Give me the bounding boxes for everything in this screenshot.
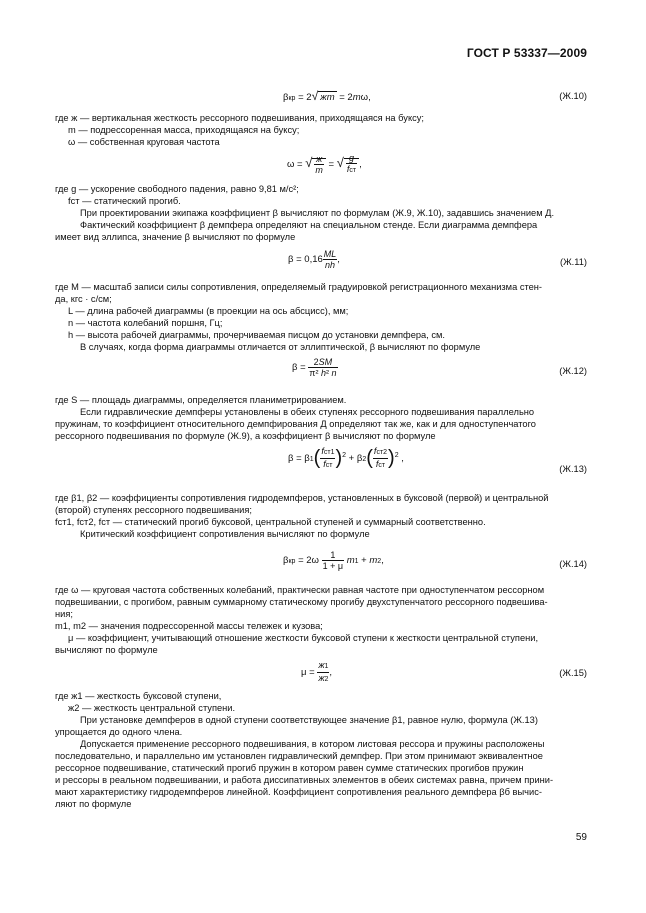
text-line: и рессоры в реальном подвешивании, и работа диссипативных элементов в обеих системах равна, причем прини- [55,775,554,785]
text-line: μ — коэффициент, учитывающий отношение жесткости буксовой ступени к жесткости центральной ступени, [68,633,539,643]
formula-zh10: βкр = 2√ жm = 2mω, [283,89,371,103]
equation-number: (Ж.14) [559,559,587,569]
formula-zh13: β = β1( $\frac{\text{fст1}}{\text{fст}}$ )$^2$ + β2( $\frac{\text{fст2}}{\text{fст}}$ )$^2$ , [288,446,404,469]
text-line: последовательно, и параллельно им установлен гидравлический демпфер. При этом принимают эквивалентное [55,751,543,761]
equation-number: (Ж.12) [559,366,587,376]
formula-zh15: μ = $\frac{ж1}{ж2}$ , [301,660,333,683]
text-line: При установке демпферов в одной ступени соответствующее значение β1, равное нулю, формула (Ж.13) [80,715,538,725]
formula-zh12: β = $\frac{2SM}{\text{π² h² n}}$ [292,357,337,378]
text-line: ω — собственная круговая частота [68,137,220,147]
equation-number: (Ж.10) [559,91,587,101]
text-line: вычисляют по формуле [55,645,158,655]
formula-omega: ω = √ $\frac{ж}{m}$ = √ $\frac{g}{\text{fст}}$ , [287,153,362,175]
text-line: Допускается применение рессорного подвешивания, в котором листовая рессора и пружины расположены [80,739,545,749]
text-line: При проектировании экипажа коэффициент β вычисляют по формулам (Ж.9, Ж.10), задавшись значением Д. [80,208,555,218]
text-line: В случаях, когда форма диаграммы отличается от эллиптической, β вычисляют по формуле [80,342,481,352]
text-line: ляют по формуле [55,799,132,809]
text-line: Если гидравлические демпферы установлены в обеих ступенях рессорного подвешивания параллельно [80,407,535,417]
text-line: да, кгс · с/см; [55,294,112,304]
text-line: мают характеристику гидродемпферов линейной. Коэффициент сопротивления реального демпфера βб вычис- [55,787,542,797]
text-line: рессорного подвешивания по формуле (Ж.9), а коэффициент β вычисляют по формуле [55,431,436,441]
text-line: подвешивании, с прогибом, равным суммарному статическому прогибу двухступенчатого рессорного подвешива- [55,597,548,607]
text-line: m1, m2 — значения подрессоренной массы тележек и кузова; [55,621,323,631]
text-line: Критический коэффициент сопротивления вычисляют по формуле [80,529,370,539]
text-line: n — частота колебаний поршня, Гц; [68,318,223,328]
document-header: ГОСТ Р 53337—2009 [466,46,587,60]
equation-number: (Ж.15) [559,668,587,678]
text-line: рессорное подвешивание, статический прогиб пружин в котором равен сумме статических прогибов пружин [55,763,524,773]
text-line: где β1, β2 — коэффициенты сопротивления гидродемпферов, установленных в буксовой (первой) и центральной [55,493,549,503]
text-line: где М — масштаб записи силы сопротивления, определяемый градуировкой регистрационного механизма стен- [55,282,543,292]
text-line: имеет вид эллипса, значение β вычисляют по формуле [55,232,296,242]
text-line: L — длина рабочей диаграммы (в проекции на ось абсцисс), мм; [68,306,349,316]
equation-number: (Ж.11) [559,257,587,267]
text-line: где S — площадь диаграммы, определяется планиметрированием. [55,395,347,405]
text-line: ж2 — жесткость центральной ступени. [68,703,236,713]
text-line: ния; [55,609,73,619]
text-line: fст — статический прогиб. [68,196,181,206]
text-line: где ж — вертикальная жесткость рессорного подвешивания, приходящаяся на буксу; [55,113,424,123]
text-line: Фактический коэффициент β демпфера определяют на специальном стенде. Если диаграмма демпфера [80,220,538,230]
text-line: где g — ускорение свободного падения, равно 9,81 м/с²; [55,184,299,194]
text-line: m — подрессоренная масса, приходящаяся на буксу; [68,125,300,135]
equation-number: (Ж.13) [559,464,587,474]
formula-zh14: βкр = 2ω $\frac{1}{1 + \mu}$ m1 + m2, [283,550,384,571]
text-line: fст1, fст2, fст — статический прогиб буксовой, центральной ступеней и суммарный соответственно. [55,517,486,527]
text-line: h — высота рабочей диаграммы, прочерчиваемая писцом до установки демпфера, см. [68,330,445,340]
page-number: 59 [575,832,587,843]
text-line: где ж1 — жесткость буксовой ступени, [55,691,222,701]
text-line: (второй) ступенях рессорного подвешивания; [55,505,252,515]
formula-zh11: β = 0,16 $\frac{ML}{nh}$ , [288,249,340,270]
text-line: пружинам, то коэффициент относительного демпфирования Д определяют так же, как и для одноступенчатого [55,419,536,429]
text-line: упрощается до одного члена. [55,727,183,737]
text-line: где ω — круговая частота собственных колебаний, практически равная частоте при одноступенчатом рессорном [55,585,545,595]
